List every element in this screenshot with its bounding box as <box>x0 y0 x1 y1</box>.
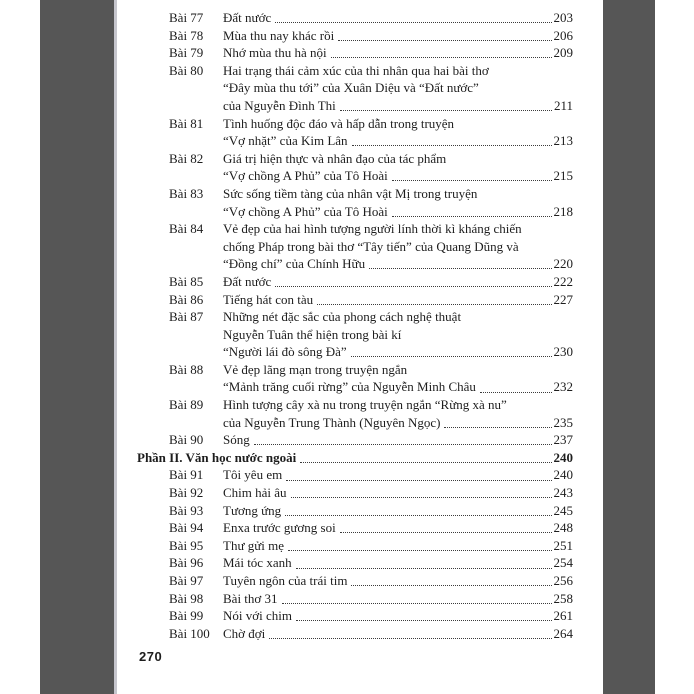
toc-entry-last-line <box>223 167 573 185</box>
dot-leader <box>340 532 552 533</box>
toc-entry-label: Bài 100 <box>169 625 210 641</box>
toc-entry-title-line: Tuyên ngôn của trái tim <box>223 573 348 588</box>
toc-entry <box>117 590 573 608</box>
toc-entry <box>117 466 573 484</box>
toc-entry <box>117 484 573 502</box>
toc-entry <box>117 150 573 185</box>
toc-entry-page: 237 <box>553 432 573 448</box>
toc-entry-last-line <box>223 378 573 396</box>
toc-page <box>117 0 603 694</box>
toc-entry-page: 230 <box>553 344 573 360</box>
toc-entry-last-line <box>223 502 573 520</box>
toc-entry-titles <box>223 519 573 537</box>
dot-leader <box>291 497 552 498</box>
toc-entry-label: Bài 87 <box>169 309 204 325</box>
toc-entry-title-line: Mái tóc xanh <box>223 555 292 571</box>
toc-entry-last-line <box>223 27 573 45</box>
toc-entry <box>117 115 573 150</box>
toc-entry-title-line: Vẻ đẹp của hai hình tượng người lính thời kì kháng chiến <box>223 221 522 237</box>
dot-leader <box>288 550 551 551</box>
toc-entry-label: Bài 99 <box>169 608 204 624</box>
toc-entry-page: 203 <box>553 10 573 25</box>
toc-entry <box>117 62 573 115</box>
dot-leader <box>331 57 552 58</box>
toc-entry-label: Bài 81 <box>169 115 204 131</box>
toc-entry-label: Bài 82 <box>169 150 204 166</box>
toc-entry-titles <box>223 572 573 590</box>
toc-entry <box>117 502 573 520</box>
toc-entry-page: 232 <box>553 379 573 395</box>
toc-entry-title-line: Giá trị hiện thực và nhân đạo của tác phẩm <box>223 150 447 166</box>
dot-leader <box>269 638 551 639</box>
toc-entry-label: Bài 78 <box>169 27 204 43</box>
dot-leader <box>286 480 551 481</box>
toc-entry-label: Bài 86 <box>169 291 204 307</box>
toc-entry-title-line: “Vợ nhặt” của Kim Lân <box>223 133 348 149</box>
toc-entry-last-line <box>223 132 573 150</box>
toc-entry <box>117 291 573 309</box>
toc-section-page: 240 <box>553 449 573 465</box>
toc-entry <box>117 361 573 396</box>
toc-entry <box>117 572 573 590</box>
dot-leader <box>275 22 551 23</box>
dot-leader <box>338 40 551 41</box>
toc-entry <box>117 185 573 220</box>
dot-leader <box>300 462 551 463</box>
toc-entry-titles <box>223 27 573 45</box>
toc-entry-page: 235 <box>553 414 573 430</box>
toc-entry-title-line: “Người lái đò sông Đà” <box>223 344 347 360</box>
toc-entry-title-line: Nói với chim <box>223 608 292 624</box>
toc-entry-page: 264 <box>553 625 573 641</box>
toc-entry-label: Bài 95 <box>169 537 204 553</box>
toc-entry-label: Bài 97 <box>169 573 204 588</box>
toc-entry-page: 261 <box>553 608 573 624</box>
toc-entry-titles <box>223 273 573 291</box>
toc-entry <box>117 537 573 555</box>
dot-leader <box>317 304 551 305</box>
toc-entry-title-line: Hai trạng thái cảm xúc của thi nhân qua hai bài thơ <box>223 62 489 78</box>
toc-section-label: Phần II. Văn học nước ngoài <box>137 449 297 465</box>
toc-entry <box>117 396 573 431</box>
toc-entry <box>117 519 573 537</box>
dot-leader <box>369 268 551 269</box>
toc-entry-titles <box>223 554 573 572</box>
toc-entry-last-line <box>223 9 573 27</box>
toc-entry-page: 206 <box>553 27 573 43</box>
toc-entry <box>117 273 573 291</box>
toc-entry-titles <box>223 537 573 555</box>
toc-entry-label: Bài 84 <box>169 221 204 237</box>
toc-entry-last-line <box>223 343 573 361</box>
toc-entry-titles <box>223 625 573 643</box>
toc-entry-title-line: “Đây mùa thu tới” của Xuân Diệu và “Đất nước” <box>223 80 479 96</box>
toc-entry <box>117 44 573 62</box>
toc-entry-titles <box>223 484 573 502</box>
dot-leader <box>480 392 552 393</box>
toc-entry-page: 254 <box>553 555 573 571</box>
toc-entry-last-line <box>223 44 573 62</box>
toc-entry-titles <box>223 185 573 220</box>
toc-entry-page: 251 <box>553 537 573 553</box>
toc-entry-title-line: của Nguyễn Đình Thi <box>223 97 336 113</box>
toc-entry-titles <box>223 396 573 431</box>
dot-leader <box>282 603 552 604</box>
toc-entry <box>117 554 573 572</box>
toc-entry <box>117 220 573 273</box>
toc-entry-label: Bài 89 <box>169 397 204 413</box>
book-edge-right <box>603 0 655 694</box>
toc-entry-page: 240 <box>553 467 573 483</box>
toc-entry-last-line <box>223 537 573 555</box>
toc-entry-titles <box>223 150 573 185</box>
toc-entry-last-line <box>223 484 573 502</box>
toc-entry-title-line: chống Pháp trong bài thơ “Tây tiến” của Quang Dũng và <box>223 238 519 254</box>
toc-entry-title-line: “Vợ chồng A Phủ” của Tô Hoài <box>223 168 388 184</box>
toc-entry-last-line <box>223 203 573 221</box>
toc-entry-titles <box>223 9 573 27</box>
toc-entry-titles <box>223 590 573 608</box>
footer-page-number: 270 <box>139 649 163 664</box>
toc-entry-title-line: Những nét đặc sắc của phong cách nghệ thuật <box>223 309 462 325</box>
toc-entry-titles <box>223 361 573 396</box>
toc-entry-label: Bài 90 <box>169 432 204 448</box>
toc-entry-title-line: “Mảnh trăng cuối rừng” của Nguyễn Minh Châu <box>223 379 476 395</box>
toc-entry-title-line: Mùa thu nay khác rồi <box>223 27 335 43</box>
toc-entry-label: Bài 93 <box>169 502 204 518</box>
toc-entry-title-line: “Vợ chồng A Phủ” của Tô Hoài <box>223 203 388 219</box>
toc-entry-title-line: Sức sống tiềm tàng của nhân vật Mị trong truyện <box>223 185 478 201</box>
toc-entry-page: 245 <box>553 502 573 518</box>
toc-entry-title-line: Đất nước <box>223 10 272 25</box>
toc-entry-titles <box>223 44 573 62</box>
toc-entry-page: 227 <box>553 291 573 307</box>
toc-entry-title-line: Vẻ đẹp lãng mạn trong truyện ngắn <box>223 361 408 377</box>
toc-entry-page: 213 <box>553 133 573 149</box>
toc-entry-title-line: Tiếng hát con tàu <box>223 291 314 307</box>
toc-entry-page: 218 <box>553 203 573 219</box>
toc-entry-title-line: Tôi yêu em <box>223 467 283 483</box>
toc-entry-label: Bài 85 <box>169 273 204 289</box>
toc-entry-last-line <box>223 255 573 273</box>
dot-leader <box>296 568 552 569</box>
toc-entry <box>117 9 573 27</box>
toc-entry <box>117 308 573 361</box>
toc-entry-title-line: Nguyễn Tuân thể hiện trong bài kí <box>223 326 402 342</box>
toc-entry-titles <box>223 308 573 361</box>
toc-entry <box>117 27 573 45</box>
dot-leader <box>392 216 552 217</box>
toc-entry-titles <box>223 62 573 115</box>
dot-leader <box>444 427 551 428</box>
toc-entry-title-line: “Đồng chí” của Chính Hữu <box>223 256 366 272</box>
toc-entry-title-line: của Nguyễn Trung Thành (Nguyên Ngọc) <box>223 414 441 430</box>
dot-leader <box>352 145 552 146</box>
toc-entry-label: Bài 88 <box>169 361 204 377</box>
dot-leader <box>254 444 552 445</box>
toc-entry-last-line <box>223 414 573 432</box>
toc-entry-title-line: Tình huống độc đáo và hấp dẫn trong truyện <box>223 115 455 131</box>
toc-entry-titles <box>223 291 573 309</box>
toc-entry-title-line: Chờ đợi <box>223 625 266 641</box>
toc-entry-page: 222 <box>553 273 573 289</box>
toc-entry-titles <box>223 115 573 150</box>
toc-entry-label: Bài 96 <box>169 555 204 571</box>
toc-entry-page: 248 <box>553 520 573 536</box>
toc-entry-last-line <box>223 431 573 449</box>
toc-entry-page: 256 <box>553 573 573 588</box>
toc-entry-last-line <box>223 625 573 643</box>
toc-entry-last-line <box>223 519 573 537</box>
toc-entry-label: Bài 91 <box>169 467 204 483</box>
toc-entry-last-line <box>223 466 573 484</box>
dot-leader <box>285 515 551 516</box>
toc-entry-page: 243 <box>553 485 573 501</box>
toc-entry <box>117 431 573 449</box>
toc-entry-title-line: Đất nước <box>223 273 272 289</box>
toc-entry-last-line <box>223 572 573 590</box>
toc-entry-page: 215 <box>553 168 573 184</box>
toc-entry-label: Bài 92 <box>169 485 204 501</box>
toc-entry-title-line: Sóng <box>223 432 250 448</box>
dot-leader <box>340 110 552 111</box>
toc-entry-title-line: Nhớ mùa thu hà nội <box>223 45 327 61</box>
toc-entry <box>117 625 573 643</box>
dot-leader <box>351 356 552 357</box>
dot-leader <box>296 620 552 621</box>
toc-entry-titles <box>223 502 573 520</box>
toc-entry-last-line <box>223 273 573 291</box>
toc-entry-label: Bài 80 <box>169 62 204 78</box>
toc-entry-label: Bài 98 <box>169 590 204 606</box>
toc-entry-title-line: Thư gửi mẹ <box>223 537 285 553</box>
toc-entry-page: 211 <box>553 97 573 113</box>
toc-entry-title-line: Tương ứng <box>223 502 282 518</box>
toc-entry-page: 220 <box>553 256 573 272</box>
toc-entry-label: Bài 79 <box>169 45 204 61</box>
toc-entry-titles <box>223 607 573 625</box>
toc-entry-label: Bài 77 <box>169 10 204 25</box>
toc-section-header <box>117 449 573 467</box>
toc-entry-label: Bài 94 <box>169 520 204 536</box>
toc-entry-label: Bài 83 <box>169 185 204 201</box>
toc-list <box>117 9 603 642</box>
toc-entry-title-line: Chim hải âu <box>223 485 287 501</box>
dot-leader <box>392 180 552 181</box>
toc-entry-page: 258 <box>553 590 573 606</box>
dot-leader <box>351 585 551 586</box>
toc-entry-last-line <box>223 590 573 608</box>
dot-leader <box>275 286 551 287</box>
toc-entry-titles <box>223 431 573 449</box>
toc-entry-title-line: Bài thơ 31 <box>223 590 278 606</box>
toc-entry-titles <box>223 466 573 484</box>
toc-entry <box>117 607 573 625</box>
toc-entry-title-line: Hình tượng cây xà nu trong truyện ngắn “Rừng xà nu” <box>223 397 507 413</box>
book-edge-left <box>40 0 114 694</box>
toc-entry-last-line <box>223 607 573 625</box>
toc-entry-last-line <box>223 554 573 572</box>
toc-entry-titles <box>223 220 573 273</box>
toc-entry-title-line: Enxa trước gương soi <box>223 520 336 536</box>
toc-entry-last-line <box>223 291 573 309</box>
toc-entry-last-line <box>223 97 573 115</box>
toc-entry-page: 209 <box>553 45 573 61</box>
